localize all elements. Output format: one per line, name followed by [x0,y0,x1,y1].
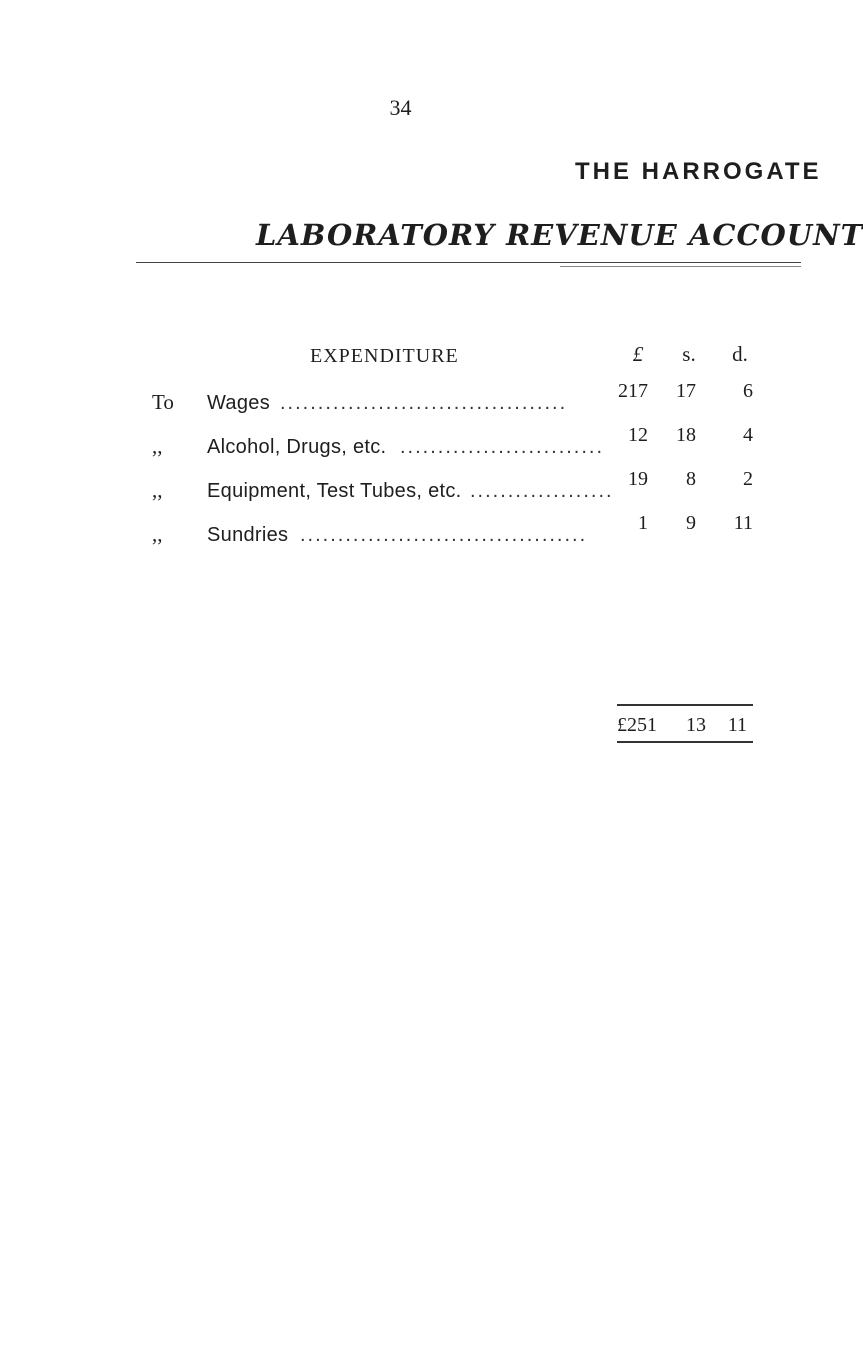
total-row [617,714,747,737]
row-label: Equipment, Test Tubes, etc. [207,480,462,502]
ledger-row [0,424,801,462]
row-pounds: 12 [628,424,648,446]
row-shillings: 17 [676,380,696,402]
pounds-column-header: £ [632,342,644,366]
title-rule-secondary [560,266,801,267]
row-label: Wages [207,392,271,414]
row-prefix: ,, [152,434,163,458]
row-pence: 4 [743,424,753,446]
row-prefix: ,, [152,478,163,502]
row-prefix: ,, [152,522,163,546]
total-pence: 11 [727,714,747,736]
leader-dots: ...................................... [300,524,588,546]
leader-dots: ........................... [400,436,605,458]
title-rule [136,262,801,263]
organization-name: THE HARROGATE [575,158,822,185]
shillings-column-header: s. [682,342,696,366]
row-pence: 6 [743,380,753,402]
row-pounds: 19 [628,468,648,490]
leader-dots: ...................................... [280,392,568,414]
ledger-row [0,468,801,506]
row-shillings: 8 [686,468,696,490]
account-title: LABORATORY REVENUE ACCOUNT [256,218,863,252]
ledger-row [0,512,801,550]
expenditure-heading: EXPENDITURE [310,345,459,367]
row-pence: 2 [743,468,753,490]
row-pounds: 217 [618,380,648,402]
total-rule-top [617,704,753,706]
total-pounds: £251 [617,714,657,736]
pence-column-header: d. [732,342,748,366]
ledger-row [0,380,801,418]
row-pence: 11 [733,512,753,534]
total-shillings: 13 [686,714,706,736]
row-prefix: To [152,390,174,414]
row-label: Sundries [207,524,289,546]
row-shillings: 18 [676,424,696,446]
row-pounds: 1 [638,512,648,534]
row-shillings: 9 [686,512,696,534]
leader-dots: ................... [470,480,614,502]
page-number: 34 [389,95,412,120]
total-rule-bottom [617,741,753,743]
row-label: Alcohol, Drugs, etc. [207,436,387,458]
